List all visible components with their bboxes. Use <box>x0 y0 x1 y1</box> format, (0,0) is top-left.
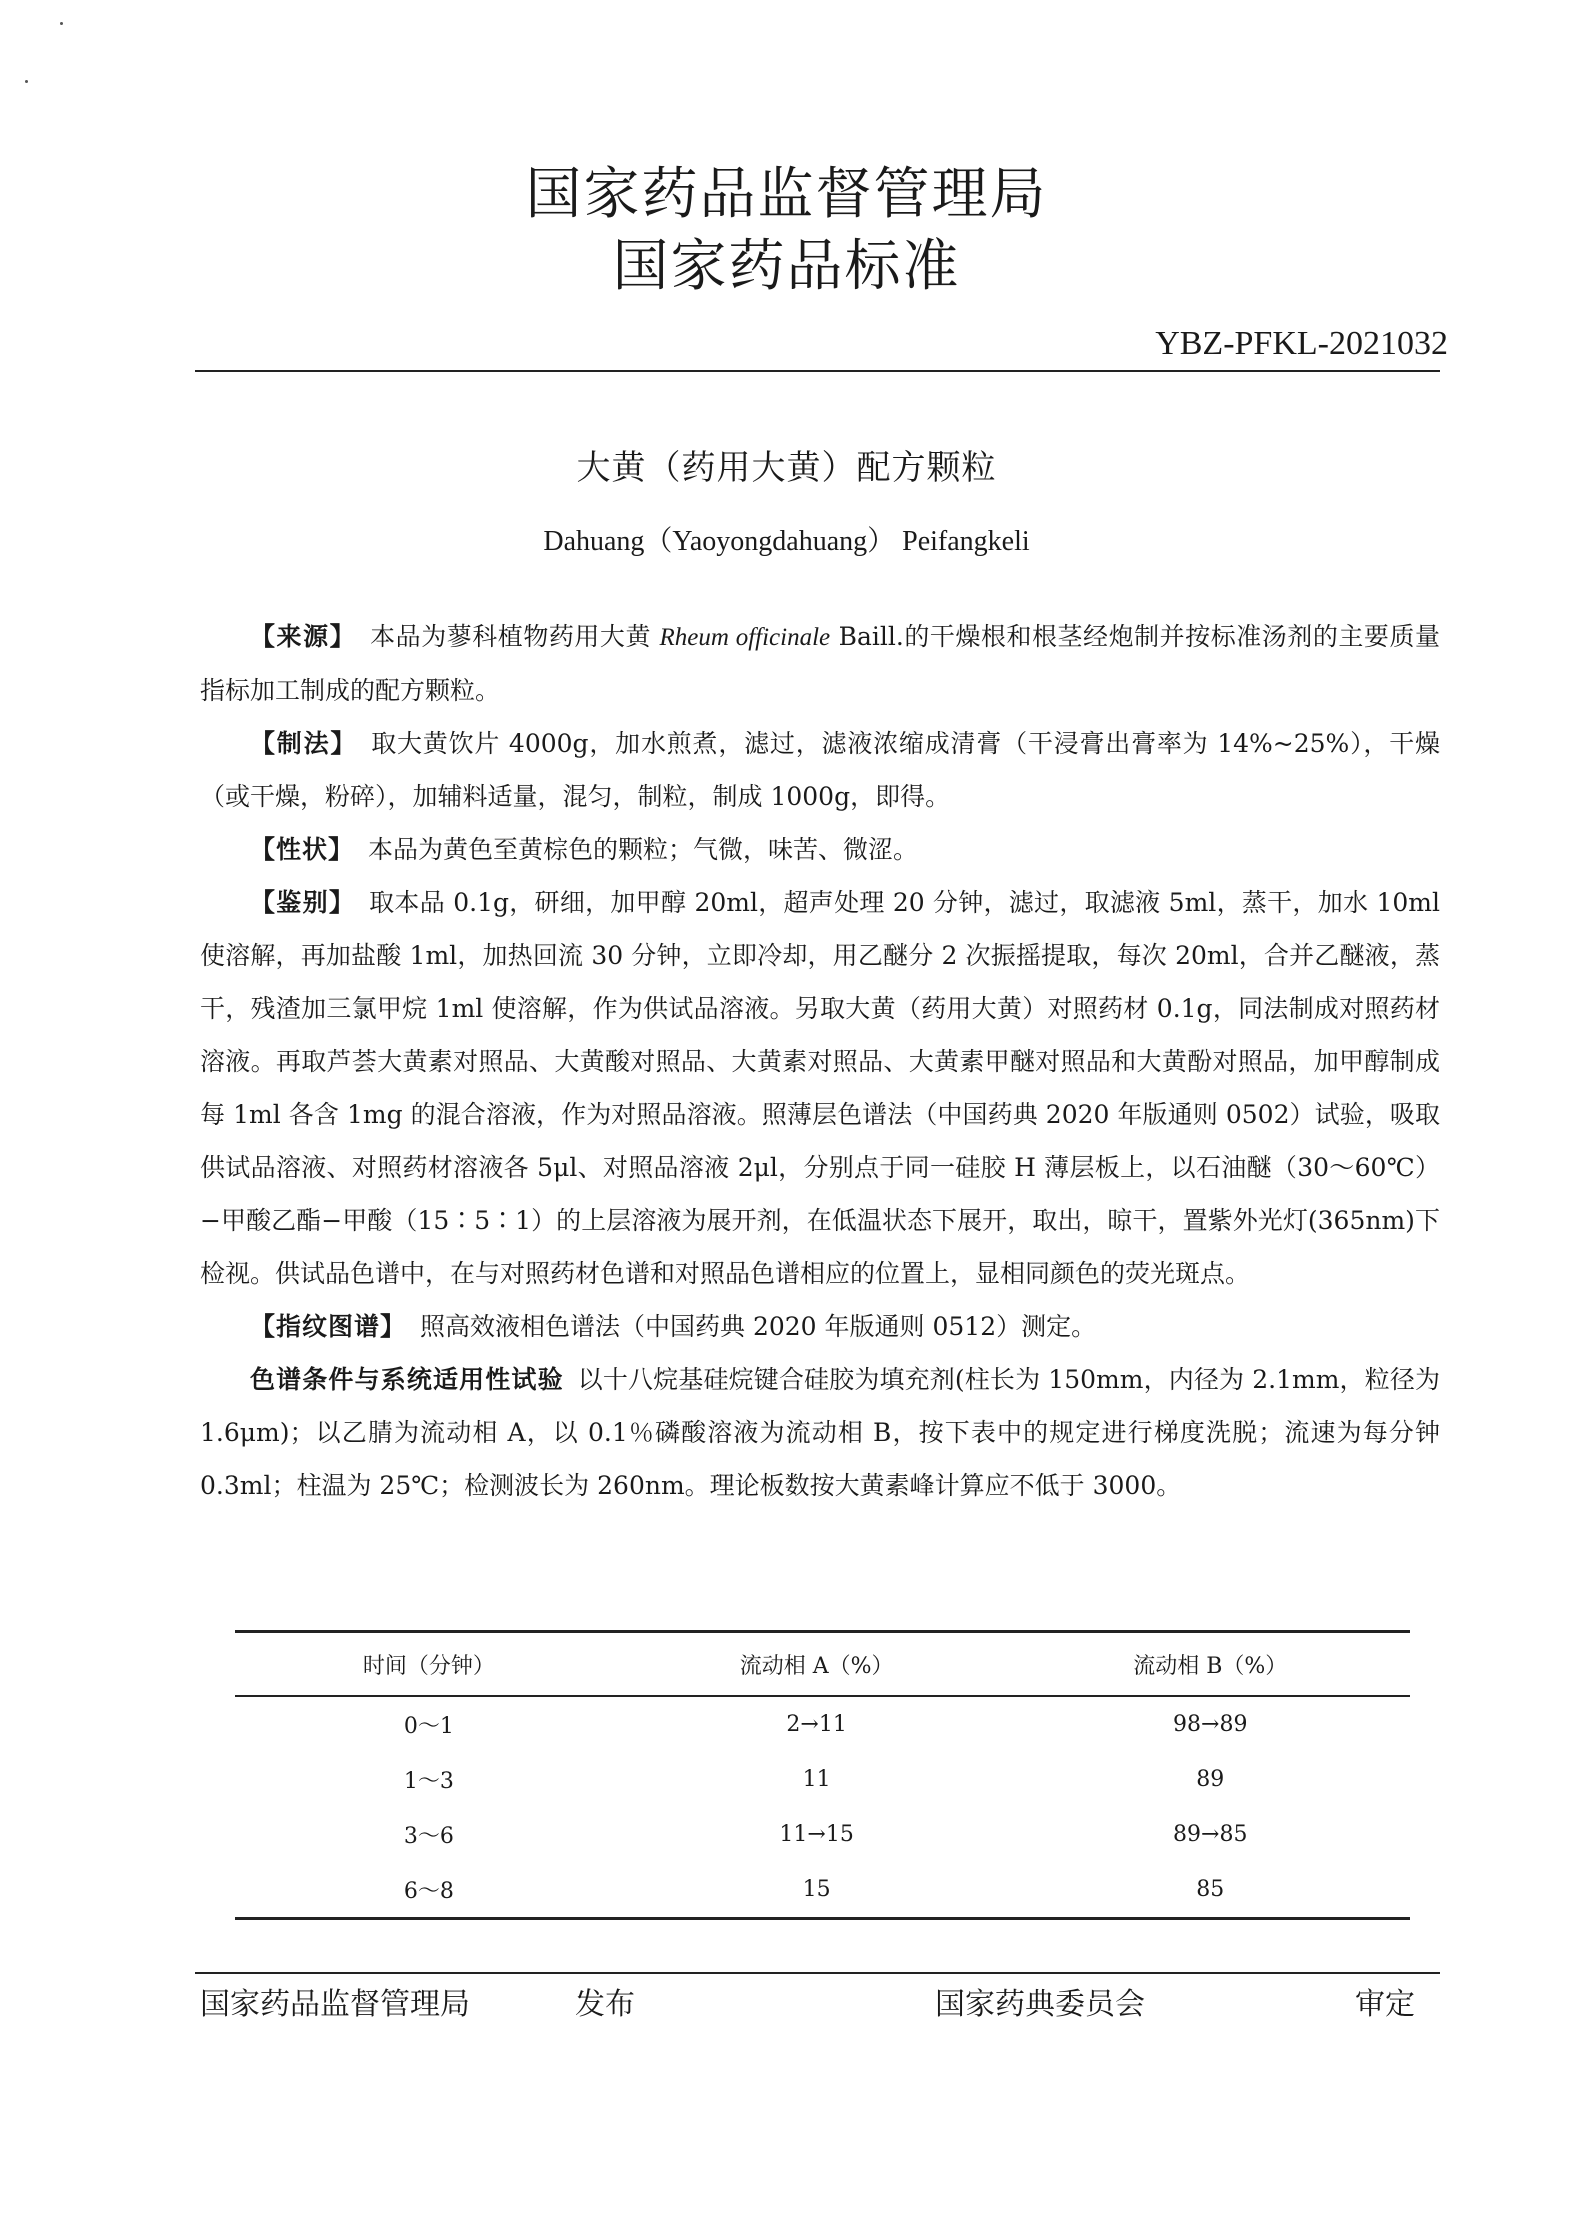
table-cell: 98→89 <box>1173 1712 1248 1737</box>
table-cell: 6～8 <box>403 1879 454 1904</box>
column-header: 流动相 A（%） <box>739 1653 894 1679</box>
table-row <box>235 1752 1410 1807</box>
section-text: 本品为蓼科植物药用大黄 <box>370 622 651 651</box>
table-row <box>235 1696 1410 1752</box>
section-source <box>200 610 1440 717</box>
section-text: Baill.的干燥根和根茎经炮制并按标准汤剂的主要质量指标加工制成的配方颗粒。 <box>200 622 1440 705</box>
section-heading: 【指纹图谱】 <box>250 1312 407 1341</box>
table-cell: 89→85 <box>1173 1822 1248 1847</box>
section-text: 取大黄饮片 4000g，加水煎煮，滤过，滤液浓缩成清膏（干浸膏出膏率为 14%~25%），干燥（或干燥，粉碎），加辅料适量，混匀，制粒，制成 1000g，即得。 <box>200 729 1440 811</box>
section-text: 照高效液相色谱法（中国药典 2020 年版通则 0512）测定。 <box>420 1312 1097 1341</box>
header-rule <box>195 370 1440 372</box>
table-cell: 89 <box>1196 1767 1225 1792</box>
gradient-table <box>235 1630 1410 1920</box>
table-cell: 1～3 <box>403 1769 454 1794</box>
footer-review-label: 审定 <box>1355 1987 1415 2022</box>
section-chromatography <box>200 1353 1440 1512</box>
agency-name: 国家药品监督管理局 <box>525 162 1048 227</box>
scan-speck <box>60 22 63 25</box>
section-heading: 色谱条件与系统适用性试验 <box>250 1365 564 1394</box>
section-text: 以十八烷基硅烷键合硅胶为填充剂(柱长为 150mm，内径为 2.1mm，粒径为 1.6μm)；以乙腈为流动相 A，以 0.1％磷酸溶液为流动相 B，按下表中的规定进行梯度洗脱；流速为每分钟 0.3ml；柱温为 25℃；检测波长为 260nm。理论板数按大黄素峰计算应不低于 3000。 <box>200 1365 1440 1500</box>
footer-issue-label: 发布 <box>575 1987 635 2022</box>
section-description <box>200 823 1440 876</box>
section-fingerprint <box>200 1300 1440 1353</box>
section-heading: 【鉴别】 <box>250 888 356 917</box>
standard-name: 国家药品标准 <box>612 234 961 299</box>
table-cell: 11 <box>802 1767 831 1792</box>
table-row <box>235 1807 1410 1862</box>
table-cell: 85 <box>1196 1877 1225 1902</box>
column-header: 流动相 B（%） <box>1133 1653 1288 1679</box>
standard-code: YBZ-PFKL-2021032 <box>1155 325 1448 362</box>
table-cell: 0～1 <box>403 1714 454 1739</box>
table-cell: 11→15 <box>779 1822 854 1847</box>
table-header-row <box>235 1632 1410 1697</box>
section-text: 取本品 0.1g，研细，加甲醇 20ml，超声处理 20 分钟，滤过，取滤液 5ml，蒸干，加水 10ml 使溶解，再加盐酸 1ml，加热回流 30 分钟，立即冷却，用乙醚分 2 次振摇提取，每次 20ml，合并乙醚液，蒸干，残渣加三氯甲烷 1ml 使溶解，作为供试品溶液。另取大黄（药用大黄）对照药材 0.1g，同法制成对照药材溶液。再取芦荟大黄素对照品、大黄酸对照品、大黄素对照品、大黄素甲醚对照品和大黄酚对照品，加甲醇制成每 1ml 各含 1mg 的混合溶液，作为对照品溶液。照薄层色谱法（中国药典 2020 年版通则 0502）试验，吸取供试品溶液、对照药材溶液各 5μl、对照品溶液 2μl，分别点于同一硅胶 H 薄层板上，以石油醚（30～60℃）−甲酸乙酯−甲酸（15∶5∶1）的上层溶液为展开剂，在低温状态下展开，取出，晾干，置紫外光灯(365nm)下检视。供试品色谱中，在与对照药材色谱和对照品色谱相应的位置上，显相同颜色的荧光斑点。 <box>200 888 1440 1288</box>
column-header: 时间（分钟） <box>362 1653 495 1679</box>
footer-rule <box>195 1972 1440 1974</box>
section-heading: 【制法】 <box>250 729 358 758</box>
section-preparation <box>200 717 1440 823</box>
table-cell: 15 <box>802 1877 831 1902</box>
footer-reviewer: 国家药典委员会 <box>935 1987 1145 2022</box>
scan-speck <box>25 80 28 83</box>
section-identification <box>200 876 1440 1300</box>
table-cell: 3～6 <box>403 1824 454 1849</box>
section-text: 本品为黄色至黄棕色的颗粒；气微，味苦、微涩。 <box>368 835 919 864</box>
section-heading: 【来源】 <box>250 622 357 651</box>
section-heading: 【性状】 <box>250 835 355 864</box>
table-cell: 2→11 <box>786 1712 847 1737</box>
footer-issuer: 国家药品监督管理局 <box>200 1987 470 2022</box>
latin-name: Rheum officinale <box>659 624 831 651</box>
document-body <box>200 610 1440 1512</box>
document-subtitle: Dahuang（Yaoyongdahuang） Peifangkeli <box>543 526 1030 557</box>
document-title: 大黄（药用大黄）配方颗粒 <box>576 448 997 488</box>
table-row <box>235 1862 1410 1919</box>
